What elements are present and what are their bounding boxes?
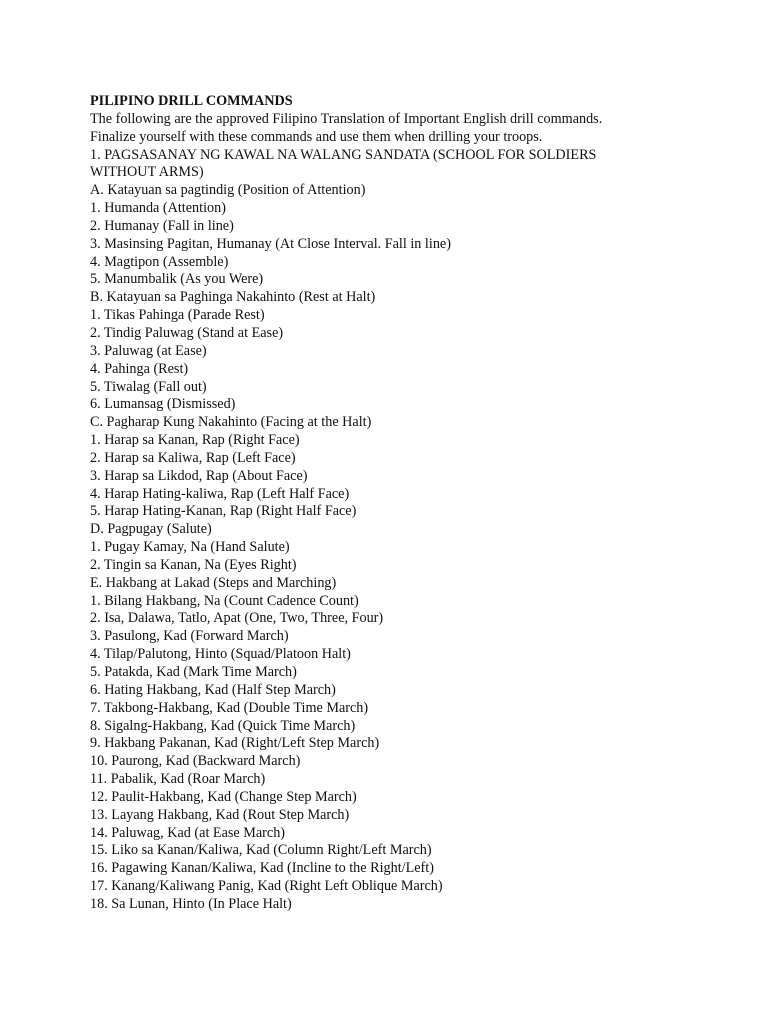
- intro-line: Finalize yourself with these commands and use them when drilling your troops.: [90, 128, 543, 145]
- list-item: 3. Pasulong, Kad (Forward March): [90, 628, 289, 645]
- list-item: 4. Pahinga (Rest): [90, 360, 189, 377]
- list-item: 10. Paurong, Kad (Backward March): [90, 753, 301, 770]
- list-item: 4. Harap Hating-kaliwa, Rap (Left Half Face): [90, 485, 350, 502]
- list-item: 18. Sa Lunan, Hinto (In Place Halt): [90, 895, 292, 912]
- list-item: 4. Tilap/Palutong, Hinto (Squad/Platoon Halt): [90, 646, 351, 663]
- document-title: PILIPINO DRILL COMMANDS: [90, 93, 293, 109]
- list-item: 15. Liko sa Kanan/Kaliwa, Kad (Column Right/Left March): [90, 842, 432, 859]
- document-body: [90, 93, 730, 914]
- list-item: 14. Paluwag, Kad (at Ease March): [90, 824, 286, 841]
- list-item: 9. Hakbang Pakanan, Kad (Right/Left Step March): [90, 735, 380, 752]
- list-item: 2. Tingin sa Kanan, Na (Eyes Right): [90, 556, 297, 573]
- list-item: 5. Harap Hating-Kanan, Rap (Right Half Face): [90, 503, 357, 520]
- subsection-heading: C. Pagharap Kung Nakahinto (Facing at the Halt): [90, 414, 372, 431]
- subsection-heading: B. Katayuan sa Paghinga Nakahinto (Rest at Halt): [90, 289, 376, 306]
- list-item: 12. Paulit-Hakbang, Kad (Change Step March): [90, 788, 357, 805]
- list-item: 3. Masinsing Pagitan, Humanay (At Close Interval. Fall in line): [90, 235, 451, 252]
- list-item: 17. Kanang/Kaliwang Panig, Kad (Right Left Oblique March): [90, 878, 443, 895]
- list-item: 2. Humanay (Fall in line): [90, 217, 234, 234]
- list-item: 2. Harap sa Kaliwa, Rap (Left Face): [90, 449, 296, 466]
- list-item: 5. Tiwalag (Fall out): [90, 378, 207, 395]
- list-item: 11. Pabalik, Kad (Roar March): [90, 771, 266, 788]
- section-heading: 1. PAGSASANAY NG KAWAL NA WALANG SANDATA (SCHOOL FOR SOLDIERS: [90, 146, 597, 163]
- subsection-heading: D. Pagpugay (Salute): [90, 521, 212, 538]
- list-item: 3. Paluwag (at Ease): [90, 342, 207, 359]
- list-item: 8. Sigalng-Hakbang, Kad (Quick Time March): [90, 717, 356, 734]
- section-heading: WITHOUT ARMS): [90, 164, 204, 181]
- list-item: 6. Hating Hakbang, Kad (Half Step March): [90, 681, 336, 698]
- subsection-heading: E. Hakbang at Lakad (Steps and Marching): [90, 574, 337, 591]
- intro-line: The following are the approved Filipino Translation of Important English drill commands.: [90, 110, 603, 127]
- list-item: 1. Pugay Kamay, Na (Hand Salute): [90, 539, 290, 556]
- list-item: 7. Takbong-Hakbang, Kad (Double Time March): [90, 699, 369, 716]
- list-item: 5. Manumbalik (As you Were): [90, 271, 264, 288]
- list-item: 3. Harap sa Likdod, Rap (About Face): [90, 467, 308, 484]
- list-item: 4. Magtipon (Assemble): [90, 253, 229, 270]
- list-item: 6. Lumansag (Dismissed): [90, 396, 236, 413]
- list-item: 2. Tindig Paluwag (Stand at Ease): [90, 324, 284, 341]
- list-item: 13. Layang Hakbang, Kad (Rout Step March): [90, 806, 350, 823]
- list-item: 16. Pagawing Kanan/Kaliwa, Kad (Incline to the Right/Left): [90, 860, 434, 877]
- list-item: 2. Isa, Dalawa, Tatlo, Apat (One, Two, Three, Four): [90, 610, 384, 627]
- list-item: 5. Patakda, Kad (Mark Time March): [90, 664, 297, 680]
- list-item: 1. Humanda (Attention): [90, 200, 226, 217]
- list-item: 1. Harap sa Kanan, Rap (Right Face): [90, 432, 300, 449]
- list-item: 1. Bilang Hakbang, Na (Count Cadence Count): [90, 592, 359, 609]
- subsection-heading: A. Katayuan sa pagtindig (Position of Attention): [90, 182, 366, 199]
- list-item: 1. Tikas Pahinga (Parade Rest): [90, 307, 265, 324]
